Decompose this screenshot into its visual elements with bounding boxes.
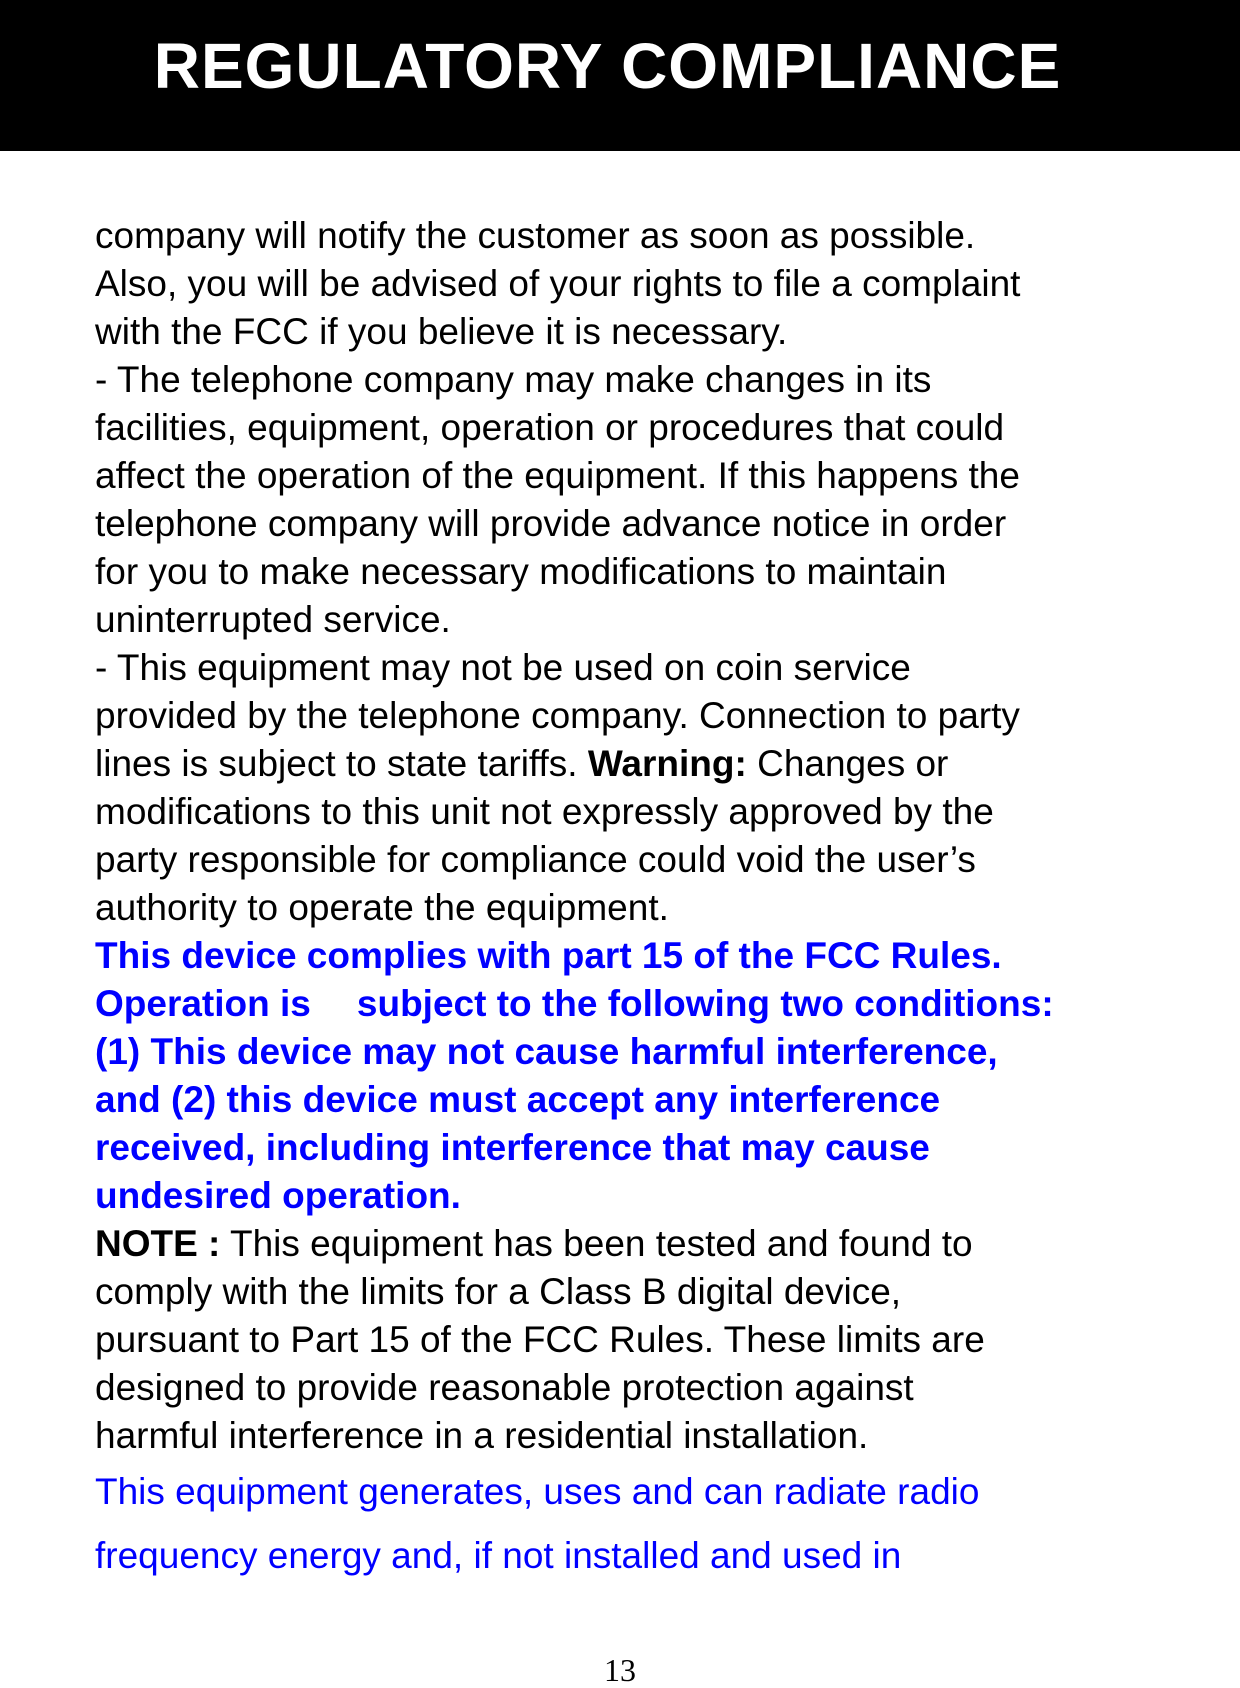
paragraph-line: company will notify the customer as soon as possible.: [95, 215, 976, 256]
fcc-notice-fragment: Operation is: [95, 983, 311, 1024]
document-body: [95, 212, 1215, 1588]
note-line: [95, 1220, 1215, 1268]
paragraph-line: uninterrupted service.: [95, 599, 451, 640]
paragraph-line: party responsible for compliance could void the user’s: [95, 839, 976, 880]
note-line: harmful interference in a residential installation.: [95, 1415, 869, 1456]
paragraph-line: Also, you will be advised of your rights to file a complaint: [95, 263, 1021, 304]
paragraph-line: - The telephone company may make changes in its: [95, 359, 932, 400]
note-line: comply with the limits for a Class B digital device,: [95, 1271, 902, 1312]
note-line: designed to provide reasonable protection against: [95, 1367, 914, 1408]
paragraph-line: affect the operation of the equipment. If this happens the: [95, 455, 1020, 496]
paragraph-line: telephone company will provide advance notice in order: [95, 503, 1007, 544]
radio-notice-line: frequency energy and, if not installed and used in: [95, 1535, 902, 1576]
fcc-notice-line: received, including interference that may cause: [95, 1127, 930, 1168]
tariff-text: lines is subject to state tariffs.: [95, 743, 588, 784]
fcc-notice-line: [95, 980, 1215, 1028]
paragraph-line: provided by the telephone company. Connection to party: [95, 695, 1020, 736]
note-label: NOTE :: [95, 1223, 221, 1264]
paragraph-line: modifications to this unit not expressly approved by the: [95, 791, 994, 832]
paragraph-line: authority to operate the equipment.: [95, 887, 669, 928]
paragraph-line: - This equipment may not be used on coin service: [95, 647, 911, 688]
note-text: This equipment has been tested and found to: [220, 1223, 973, 1264]
warning-label: Warning:: [587, 743, 747, 784]
paragraph-line: with the FCC if you believe it is necessary.: [95, 311, 788, 352]
page-header: [0, 0, 1240, 151]
page-number: 13: [604, 1652, 636, 1688]
fcc-notice-line: undesired operation.: [95, 1175, 461, 1216]
paragraph-line: facilities, equipment, operation or procedures that could: [95, 407, 1005, 448]
fcc-notice-line: This device complies with part 15 of the FCC Rules.: [95, 935, 1002, 976]
radio-notice-line: This equipment generates, uses and can radiate radio: [95, 1471, 980, 1512]
paragraph-line: [95, 740, 1215, 788]
fcc-notice-line: and (2) this device must accept any interference: [95, 1079, 941, 1120]
page-title: REGULATORY COMPLIANCE: [153, 30, 1062, 102]
note-line: pursuant to Part 15 of the FCC Rules. These limits are: [95, 1319, 985, 1360]
fcc-notice-fragment: subject to the following two conditions:: [356, 983, 1054, 1024]
fcc-notice-line: (1) This device may not cause harmful interference,: [95, 1031, 998, 1072]
warning-text: Changes or: [746, 743, 949, 784]
paragraph-line: for you to make necessary modifications to maintain: [95, 551, 947, 592]
